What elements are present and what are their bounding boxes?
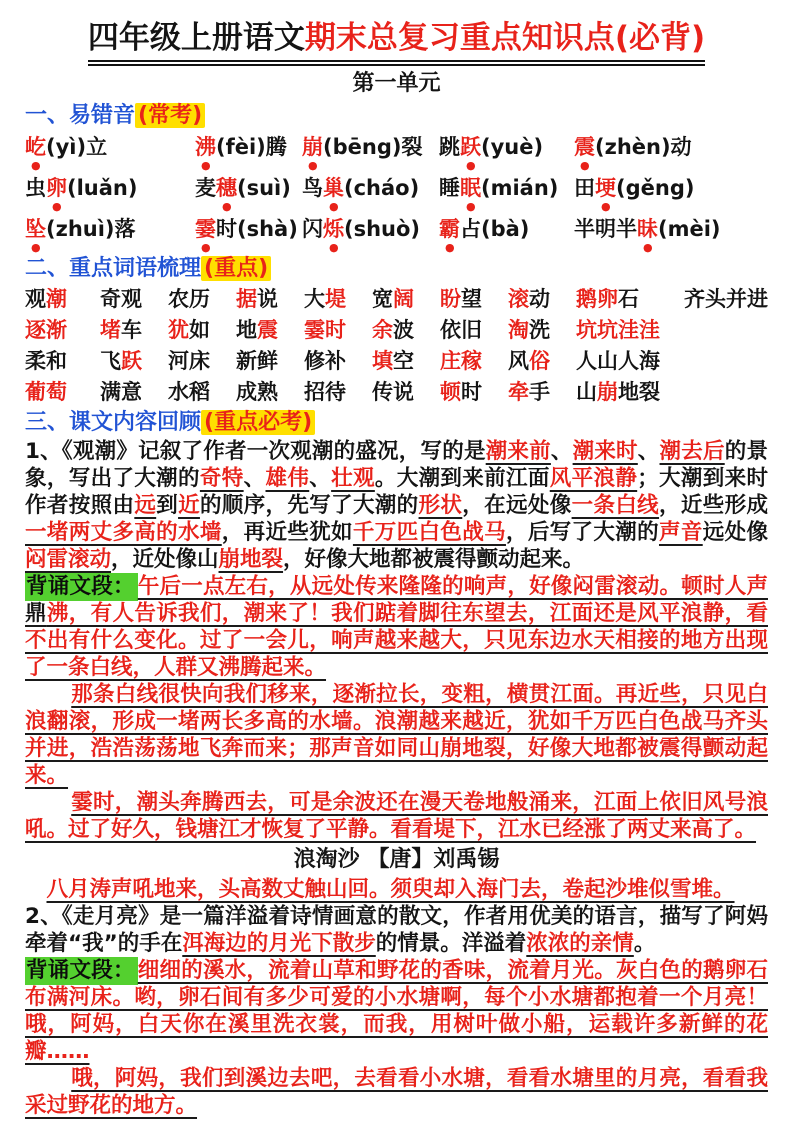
section-1-label: 一、易错音	[25, 103, 136, 129]
word-cell	[372, 315, 440, 346]
text-segment: 鹅卵	[576, 287, 618, 312]
word-cell	[168, 346, 236, 377]
word-cell	[372, 284, 440, 315]
word-cell	[574, 172, 768, 213]
text-segment: 动	[529, 287, 550, 312]
word-cell	[25, 131, 195, 172]
text-segment: 烁	[323, 217, 344, 242]
word-cell	[168, 315, 236, 346]
text-segment: (gěng)	[616, 176, 695, 201]
recite-label: 背诵文段：	[25, 573, 138, 601]
word-cell	[168, 377, 236, 408]
text-segment: 阔	[393, 287, 414, 312]
text-segment: 的顺序，先写了大潮的	[199, 493, 419, 519]
text-segment: 八月涛声吼地来，头高数丈触山回。须臾却入海门去，卷起沙堆似雪堆。	[46, 877, 735, 903]
text-segment: ；大潮到来时作者按照由	[25, 466, 768, 519]
pinyin-row	[25, 213, 768, 254]
text-segment: (zhuì)落	[46, 217, 136, 242]
word-cell	[25, 346, 100, 377]
word-cell	[684, 284, 768, 315]
text-segment: ，近些形成	[659, 493, 768, 519]
text-segment: 望	[461, 287, 482, 312]
text-segment: 占(bà)	[460, 217, 530, 242]
word-row	[25, 346, 768, 377]
text-segment: 修补	[304, 349, 346, 374]
text-segment: 那条白线很快向我们移来，逐渐拉长，变粗，横贯江面。再近些，只见白浪翻滚，形成一堵两长多高的水墙。浪潮越来越近，犹如千万匹白色战马齐头并进，浩浩荡荡地飞奔而来；那声音如同山崩地裂，好像大地都被震得颤动起来。	[25, 682, 768, 789]
text-segment: 睡	[439, 176, 460, 201]
word-cell	[372, 377, 440, 408]
title-red-part: 期末总复习重点知识点(必背)	[304, 20, 706, 56]
text-segment: 的景象，写出了大潮的	[25, 439, 768, 492]
word-cell	[195, 131, 302, 172]
text-segment: 到	[156, 493, 179, 519]
text-segment: 、	[637, 439, 660, 465]
word-cell	[25, 172, 195, 213]
text-segment: 。	[633, 931, 656, 957]
text-segment: (bēng)裂	[323, 135, 423, 160]
section-3-tag: (重点必考)	[201, 410, 315, 435]
text-segment: 崩地裂	[218, 547, 284, 573]
section-3-header	[25, 409, 768, 436]
text-segment: (yì)立	[46, 135, 108, 160]
pinyin-table	[25, 131, 768, 254]
text-segment: 犹	[168, 318, 189, 343]
page-title	[25, 18, 768, 66]
text-segment: 成熟	[236, 380, 278, 405]
text-segment: 霎	[195, 217, 216, 242]
text-segment: ，好像大地都被震得颤动起来。	[283, 547, 585, 573]
word-cell	[372, 346, 440, 377]
text-segment: 波	[393, 318, 414, 343]
text-segment: 如	[189, 318, 210, 343]
text-segment: 。大潮到来前江面	[374, 466, 550, 492]
word-cell	[100, 377, 168, 408]
text-segment: 庄稼	[440, 349, 482, 374]
section-2-label: 二、重点词语梳理	[25, 256, 202, 282]
pinyin-row	[25, 131, 768, 172]
text-segment: 坑坑洼洼	[576, 318, 660, 343]
word-cell	[236, 284, 304, 315]
recite-passage-2-part2	[25, 1065, 768, 1119]
text-segment: 哦，阿妈，我们到溪边去吧，去看看小水塘，看看水塘里的月亮，看看我采过野花的地方。	[25, 1066, 768, 1119]
text-segment: 洱海边的月光下散步	[182, 931, 376, 957]
text-segment: 巢	[323, 176, 344, 201]
unit-title: 第一单元	[352, 71, 441, 97]
word-cell	[25, 315, 100, 346]
text-segment: 、	[309, 466, 332, 492]
text-segment: (mián)	[481, 176, 559, 201]
word-cell	[440, 284, 508, 315]
text-segment: 1、《观潮》记叙了作者一次观潮的盛况，写的是	[25, 439, 486, 465]
text-segment: 卵	[46, 176, 67, 201]
word-cell	[440, 346, 508, 377]
text-segment: 满意	[100, 380, 142, 405]
section-1-tag: (常考)	[135, 103, 205, 128]
text-segment: 地裂	[618, 380, 660, 405]
recite-passage-2	[25, 957, 768, 1065]
text-segment: 壮观	[331, 466, 375, 492]
word-row	[25, 284, 768, 315]
word-cell	[439, 172, 574, 213]
word-cell	[439, 213, 574, 254]
text-segment: 堵	[100, 318, 121, 343]
text-segment: 远	[134, 493, 157, 519]
word-cell	[236, 377, 304, 408]
text-segment: 河床	[168, 349, 210, 374]
text-segment: 潮来前	[485, 439, 551, 465]
text-segment: 牵	[508, 380, 529, 405]
text-segment: 雄伟	[265, 466, 310, 492]
text-segment: 宽	[372, 287, 393, 312]
word-cell	[195, 172, 302, 213]
text-segment: 午后一点左右，从远处传来隆隆的响声，好像闷雷滚动。顿时人声	[137, 574, 768, 600]
text-segment: 大	[304, 287, 325, 312]
text-segment: 淘	[508, 318, 529, 343]
word-cell	[100, 315, 168, 346]
pinyin-row	[25, 172, 768, 213]
word-cell	[440, 377, 508, 408]
text-segment: 一堵两丈多高的水墙	[25, 520, 222, 546]
recite-passage-1	[25, 573, 768, 681]
course-review-item-2	[25, 903, 768, 957]
word-cell	[508, 346, 576, 377]
text-segment: 说	[257, 287, 278, 312]
text-segment: 近	[178, 493, 200, 519]
text-segment: 、	[550, 439, 573, 465]
text-segment: 石	[618, 287, 639, 312]
text-segment: (shuò)	[344, 217, 421, 242]
text-segment: 闪	[302, 217, 323, 242]
text-segment: 半明半	[574, 217, 637, 242]
text-segment: 传说	[372, 380, 414, 405]
recite-passage-1-part3	[25, 789, 768, 843]
recite-label: 背诵文段：	[25, 957, 138, 985]
text-segment: (luǎn)	[67, 176, 138, 201]
word-cell	[195, 213, 302, 254]
text-segment: 风平浪静	[549, 466, 638, 492]
text-segment: 洗	[529, 318, 550, 343]
word-cell	[25, 213, 195, 254]
text-segment: 屹	[25, 135, 46, 160]
text-segment: 地	[236, 318, 257, 343]
section-3-label: 三、课文内容回顾	[25, 410, 202, 436]
poem-title: 浪淘沙 【唐】刘禹锡	[293, 847, 500, 873]
text-segment: 闷雷滚动	[25, 547, 112, 573]
text-segment: 空	[393, 349, 414, 374]
word-cell	[508, 284, 576, 315]
text-segment: 声音	[658, 520, 703, 546]
text-segment: 依旧	[440, 318, 482, 343]
text-segment: 滚	[508, 287, 529, 312]
word-table	[25, 284, 768, 408]
text-segment: (fèi)腾	[216, 135, 287, 160]
text-segment: 霎时	[304, 318, 346, 343]
text-segment: 震	[574, 135, 595, 160]
word-cell	[304, 315, 372, 346]
word-cell	[304, 377, 372, 408]
word-row	[25, 377, 768, 408]
text-segment: 2、《走月亮》是一篇洋溢着诗情画意的散文，作者用优美的语言，描写了阿妈牵着“我”的手在	[25, 904, 768, 957]
word-cell	[304, 284, 372, 315]
text-segment: 柔和	[25, 349, 67, 374]
word-cell	[168, 284, 236, 315]
text-segment: 、	[243, 466, 266, 492]
word-cell	[236, 315, 304, 346]
text-segment: 跳	[439, 135, 460, 160]
text-segment: (suì)	[237, 176, 291, 201]
word-cell	[508, 377, 576, 408]
word-cell	[576, 315, 660, 346]
title-black-part: 四年级上册语文	[87, 20, 305, 56]
poem-line	[25, 876, 768, 903]
text-segment: 浓浓的亲情	[526, 931, 634, 957]
text-segment: 沸	[195, 135, 216, 160]
text-segment: 细细的溪水，流着山草和野花的香味，流着月光。灰白色的鹅卵石布满河床。哟，卵石间有多少可爱的小水塘啊，每个小水塘都抱着一个月亮！哦，阿妈，白天你在溪里洗衣裳，而我，用树叶做小船，运载许多新鲜的花瓣……	[25, 958, 768, 1065]
word-cell	[576, 346, 660, 377]
text-segment: ，再近些犹如	[221, 520, 353, 546]
text-segment: 观	[25, 287, 46, 312]
text-segment: 人山人海	[576, 349, 660, 374]
text-segment: ，在远处像	[462, 493, 572, 519]
word-cell	[25, 377, 100, 408]
text-segment: (yuè)	[481, 135, 544, 160]
text-segment: 千万匹白色战马	[352, 520, 506, 546]
text-segment: 顿	[440, 380, 461, 405]
text-segment: 形状	[418, 493, 463, 519]
word-cell	[574, 213, 768, 254]
word-cell	[439, 131, 574, 172]
text-segment: 坠	[25, 217, 46, 242]
word-cell	[100, 284, 168, 315]
text-segment: 风	[508, 349, 529, 374]
text-segment: 盼	[440, 287, 461, 312]
text-segment: 田	[574, 176, 595, 201]
text-segment: 水稻	[168, 380, 210, 405]
text-segment: 齐头并进	[684, 287, 768, 312]
text-segment: 葡萄	[25, 380, 67, 405]
text-segment: 一条白线	[571, 493, 660, 519]
text-segment: 时(shà)	[216, 217, 298, 242]
text-segment: 震	[257, 318, 278, 343]
text-segment: 填	[372, 349, 393, 374]
text-segment: ，近处像山	[111, 547, 219, 573]
text-segment: 眠	[460, 176, 481, 201]
text-segment: 崩	[302, 135, 323, 160]
text-segment: ，后写了大潮的	[505, 520, 659, 546]
text-segment: 潮来时	[572, 439, 638, 465]
text-segment: 车	[121, 318, 142, 343]
text-segment: 招待	[304, 380, 346, 405]
text-segment: 霎时，潮头奔腾西去，可是余波还在漫天卷地般涌来，江面上依旧风号浪吼。过了好久，钱塘江才恢复了平静。看看堤下，江水已经涨了两丈来高了。	[25, 790, 768, 843]
section-2-tag: (重点)	[201, 256, 271, 281]
text-segment: 手	[529, 380, 550, 405]
word-cell	[508, 315, 576, 346]
word-cell	[236, 346, 304, 377]
text-segment: (mèi)	[658, 217, 721, 242]
text-segment: 时	[461, 380, 482, 405]
text-segment: 山	[576, 380, 597, 405]
text-segment: 奇特	[199, 466, 244, 492]
text-segment: 余	[372, 318, 393, 343]
word-cell	[100, 346, 168, 377]
text-segment: 跃	[121, 349, 142, 374]
text-segment: 堤	[325, 287, 346, 312]
word-cell	[440, 315, 508, 346]
text-segment: 麦	[195, 176, 216, 201]
word-cell	[302, 131, 439, 172]
word-cell	[576, 377, 660, 408]
word-cell	[25, 284, 100, 315]
text-segment: 远处像	[702, 520, 768, 546]
text-segment: 昧	[637, 217, 658, 242]
word-cell	[302, 172, 439, 213]
text-segment: 潮	[46, 287, 67, 312]
text-segment: 俗	[529, 349, 550, 374]
text-segment: 奇观	[100, 287, 142, 312]
text-segment: 虫	[25, 176, 46, 201]
text-segment: 逐渐	[25, 318, 67, 343]
text-segment: 霸	[439, 217, 460, 242]
text-segment: 据	[236, 287, 257, 312]
word-row	[25, 315, 768, 346]
text-segment: 埂	[595, 176, 616, 201]
text-segment: 飞	[100, 349, 121, 374]
text-segment: 沸，有人告诉我们，潮来了！我们踮着脚往东望去，江面还是风平浪静，看不出有什么变化。过了一会儿，响声越来越大，只见东边水天相接的地方出现了一条白线，人群又沸腾起来。	[25, 601, 768, 681]
text-segment: 的情景。洋溢着	[375, 931, 527, 957]
text-segment: (zhèn)动	[595, 135, 692, 160]
course-review-item-1	[25, 438, 768, 573]
word-cell	[576, 284, 684, 315]
text-segment: 农历	[168, 287, 210, 312]
section-2-header	[25, 255, 768, 282]
text-segment: 潮去后	[659, 439, 725, 465]
section-1-header	[25, 102, 768, 129]
text-segment: 崩	[597, 380, 618, 405]
word-cell	[304, 346, 372, 377]
text-segment: 新鲜	[236, 349, 278, 374]
text-segment: 跃	[460, 135, 481, 160]
word-cell	[574, 131, 768, 172]
word-cell	[302, 213, 439, 254]
text-segment: (cháo)	[344, 176, 420, 201]
page-title-text	[88, 18, 705, 66]
text-segment: 穗	[216, 176, 237, 201]
recite-passage-1-part2	[25, 681, 768, 789]
text-segment: 鸟	[302, 176, 323, 201]
text-segment: 鼎	[25, 601, 47, 627]
